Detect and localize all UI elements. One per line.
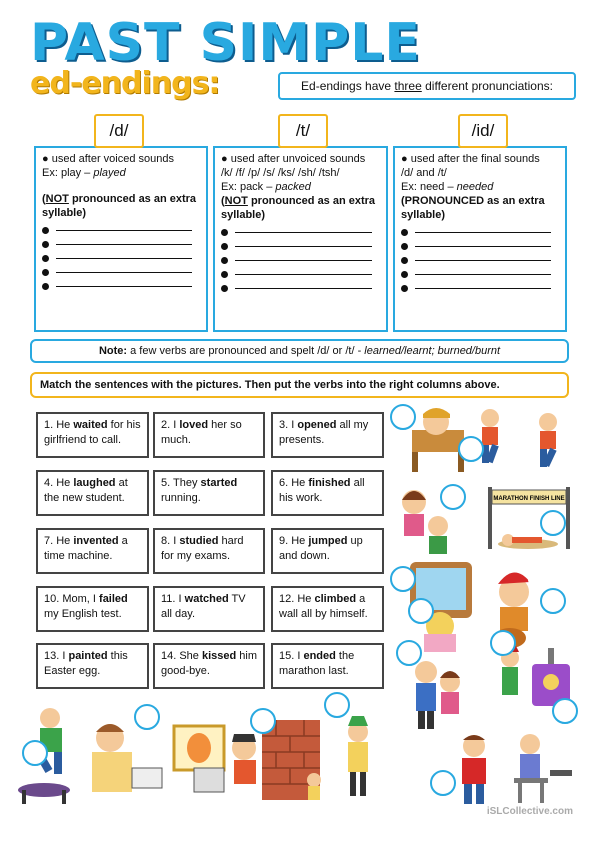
answer-line[interactable] — [221, 257, 380, 264]
answer-line[interactable] — [42, 255, 200, 262]
sentence-card — [153, 470, 265, 516]
sentence-card — [153, 528, 265, 574]
sentence-text: 1. He — [44, 419, 74, 431]
answer-circle[interactable] — [396, 640, 422, 666]
sentence-card — [271, 412, 384, 458]
answer-circle[interactable] — [134, 704, 160, 730]
sentence-text: 8. I — [161, 535, 180, 547]
sentence-text: 2. I — [161, 419, 180, 431]
answer-line[interactable] — [221, 229, 380, 236]
sentence-card — [271, 586, 384, 632]
sentence-verb: watched — [184, 593, 229, 605]
answer-circle[interactable] — [250, 708, 276, 734]
sentence-text: up and down. — [279, 535, 363, 562]
sentence-text: running. — [161, 492, 201, 504]
col-t-note: pronounced as an extra syllable) — [221, 195, 376, 221]
sentence-verb: kissed — [201, 650, 237, 662]
footer-watermark: iSLCollective.com — [486, 806, 573, 817]
answer-line[interactable] — [42, 283, 200, 290]
col-id-rule: used after the final sounds — [410, 153, 540, 165]
intro-text-b: different pronunciations: — [421, 79, 553, 93]
sentence-card — [153, 643, 265, 689]
answer-line[interactable] — [401, 257, 559, 264]
sitting-man-picture — [514, 734, 572, 803]
sentence-card — [36, 643, 149, 689]
column-id: ● used after the final sounds /d/ and /t/ Ex: need – needed (PRONOUNCED as an extra syllable) — [393, 146, 567, 332]
answer-line[interactable] — [42, 269, 200, 276]
sentence-text: 9. He — [279, 535, 309, 547]
sentence-text: a time machine. — [44, 535, 128, 562]
sentence-text: her so much. — [161, 419, 242, 446]
intro-text-under: three — [394, 79, 422, 93]
sentence-card — [36, 470, 149, 516]
easter-egg-boy-picture — [348, 716, 368, 796]
sentence-card — [36, 528, 149, 574]
answer-circle[interactable] — [430, 770, 456, 796]
sentence-text: all his work. — [279, 477, 365, 504]
col-id-ex-word: needed — [456, 181, 494, 193]
sentence-text: 3. I — [279, 419, 298, 431]
answer-circle[interactable] — [490, 630, 516, 656]
sentence-text: 10. Mom, I — [44, 593, 100, 605]
answer-line[interactable] — [401, 271, 559, 278]
page-title: PAST SIMPLE — [30, 13, 421, 73]
sentence-verb: jumped — [308, 535, 348, 547]
sentence-verb: started — [200, 477, 238, 489]
finish-banner: MARATHON FINISH LINE — [493, 496, 565, 502]
sentence-text: 12. He — [279, 593, 315, 605]
answer-line[interactable] — [42, 241, 200, 248]
tag-t: /t/ — [278, 114, 328, 148]
sentence-verb: ended — [303, 650, 336, 662]
intro-text-a: Ed-endings have — [301, 79, 395, 93]
answer-line[interactable] — [42, 227, 200, 234]
col-t-ex-label: Ex: pack – — [221, 181, 276, 193]
column-t: ● used after unvoiced sounds /k/ /f/ /p/ /s/ /ks/ /sh/ /tsh/ Ex: pack – packed (NOT pronounced as an extra syllable) — [213, 146, 388, 332]
sentence-text: 6. He — [279, 477, 309, 489]
col-t-rule: used after unvoiced sounds — [230, 153, 366, 165]
sentence-card — [36, 586, 149, 632]
note-label: Note: — [98, 345, 128, 357]
answer-line[interactable] — [401, 243, 559, 250]
sentence-text: 7. He — [44, 535, 74, 547]
sentence-text: my English test. — [44, 608, 122, 620]
answer-circle[interactable] — [390, 404, 416, 430]
answer-circle[interactable] — [390, 566, 416, 592]
answer-circle[interactable] — [540, 588, 566, 614]
col-t-note-bold: NOT — [224, 195, 248, 207]
sentence-text: hard for my exams. — [161, 535, 244, 562]
tag-d: /d/ — [94, 114, 144, 148]
answer-line[interactable] — [221, 285, 380, 292]
climbing-wall-picture — [262, 720, 321, 800]
answer-circle[interactable] — [540, 510, 566, 536]
sentence-verb: studied — [179, 535, 219, 547]
note-box — [30, 339, 569, 363]
col-id-sounds: /d/ and /t/ — [401, 167, 447, 179]
column-d: ● used after voiced sounds Ex: play – played (NOT pronounced as an extra syllable) — [34, 146, 208, 332]
sentence-verb: laughed — [73, 477, 116, 489]
sentence-text: 13. I — [44, 650, 69, 662]
sentence-text: 15. I — [279, 650, 304, 662]
col-d-note: pronounced as an extra syllable) — [42, 193, 197, 219]
sentence-text: 5. They — [161, 477, 201, 489]
instructions-box: Match the sentences with the pictures. Then put the verbs into the right columns above. — [30, 372, 569, 398]
col-d-rule: used after voiced sounds — [51, 153, 175, 165]
sentence-verb: opened — [297, 419, 337, 431]
answer-circle[interactable] — [22, 740, 48, 766]
sentence-text: 11. I — [161, 593, 185, 605]
answer-circle[interactable] — [458, 436, 484, 462]
answer-circle[interactable] — [324, 692, 350, 718]
running-kids-picture — [481, 409, 557, 467]
col-d-ex-word: played — [93, 167, 126, 179]
sentence-text: at the new student. — [44, 477, 128, 504]
sentence-card — [271, 643, 384, 689]
sentence-card — [153, 412, 265, 458]
sentence-card — [271, 528, 384, 574]
col-id-note-bold: PRONOUNCED — [404, 195, 485, 207]
answer-circle[interactable] — [440, 484, 466, 510]
col-d-note-bold: NOT — [45, 193, 69, 205]
sentence-text: him good-bye. — [161, 650, 258, 677]
kissing-couple-picture — [415, 661, 460, 729]
intro-box — [278, 72, 576, 100]
sentence-text: this Easter egg. — [44, 650, 128, 677]
sentence-text: for his girlfriend to call. — [44, 419, 141, 446]
sentence-verb: painted — [68, 650, 108, 662]
col-t-ex-word: packed — [275, 181, 311, 193]
answer-line[interactable] — [401, 285, 559, 292]
sentence-verb: finished — [308, 477, 351, 489]
studying-boy-picture — [92, 724, 162, 792]
answer-line[interactable] — [221, 271, 380, 278]
tag-id: /id/ — [458, 114, 508, 148]
sentence-card — [271, 470, 384, 516]
col-id-note: as an extra syllable) — [401, 195, 545, 221]
note-examples: learned/learnt; burned/burnt — [364, 345, 501, 357]
sentence-text: 14. She — [161, 650, 202, 662]
note-text: a few verbs are pronounced and spelt /d/ or /t/ - — [127, 345, 365, 357]
sentence-verb: loved — [179, 419, 209, 431]
sentence-verb: climbed — [314, 593, 357, 605]
sentence-verb: waited — [73, 419, 108, 431]
col-d-ex-label: Ex: play – — [42, 167, 94, 179]
sentence-card — [153, 586, 265, 632]
painted-egg-picture — [174, 726, 224, 770]
col-id-ex-label: Ex: need – — [401, 181, 457, 193]
answer-line[interactable] — [221, 243, 380, 250]
angry-man-picture — [462, 735, 486, 804]
sentence-text: the marathon last. — [279, 650, 355, 677]
answer-circle[interactable] — [552, 698, 578, 724]
waiting-boy-picture — [412, 408, 464, 472]
time-machine-picture — [501, 646, 570, 706]
col-t-sounds: /k/ /f/ /p/ /s/ /ks/ /sh/ /tsh/ — [221, 167, 340, 179]
sentence-text: 4. He — [44, 477, 74, 489]
sentence-verb: invented — [73, 535, 119, 547]
page-subtitle: ed-endings: — [30, 66, 220, 101]
sentence-text: TV all day. — [161, 593, 246, 620]
answer-circle[interactable] — [408, 598, 434, 624]
sentence-text: a wall all by himself. — [279, 593, 368, 620]
answer-line[interactable] — [401, 229, 559, 236]
sentence-verb: failed — [99, 593, 128, 605]
sentence-text: all my presents. — [279, 419, 369, 446]
sentence-card — [36, 412, 149, 458]
